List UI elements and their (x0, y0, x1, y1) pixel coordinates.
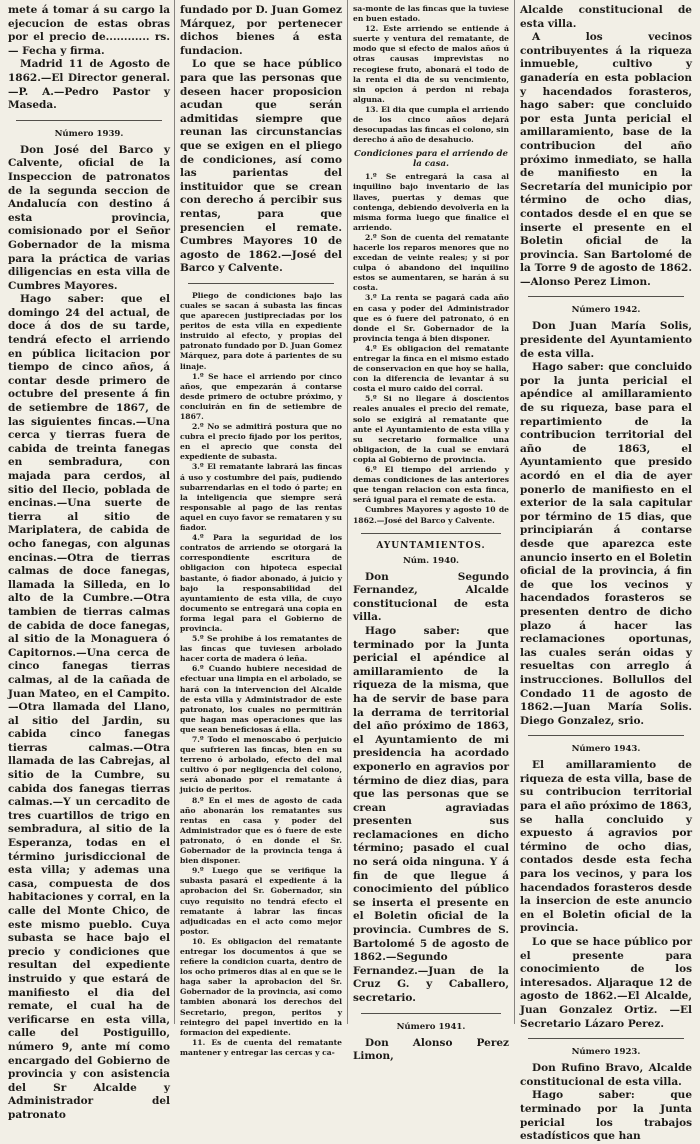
paragraph: Madrid 11 de Agosto de 1862.—El Director general.—P. A.—Pedro Pastor y Maseda. (8, 58, 170, 112)
section-heading: AYUNTAMIENTOS. (376, 540, 486, 551)
paragraph: Don Alonso Perez Limon, (353, 1036, 509, 1063)
column-3 (349, 0, 513, 1063)
notice-number: Número 1941. (396, 1021, 466, 1032)
condition-paragraph: 9.º Luego que se verifique la subasta pasará el expediente á la aprobacion del Sr. Gobernador, sin cuyo requisito no tendrá efecto el rematante á labrar las fincas adjudicadas en el acto como mejor postor. (180, 866, 342, 936)
paragraph: fundado por D. Juan Gomez Márquez, por pertenecer dichos bienes á esta fundacion. (180, 4, 342, 57)
notice-number: Número 1942. (571, 305, 641, 316)
condition-paragraph: Cumbres Mayores y agosto 10 de 1862.—José del Barco y Calvente. (353, 505, 509, 525)
notice-number: Número 1923. (571, 1047, 641, 1058)
section-rule (528, 1038, 684, 1039)
paragraph: Hago saber: que concluido por la junta pericial el apéndice al amillaramiento de su riqueza, base para el repartimiento de la contribucion territorial del año de 1863, el Ayuntamiento que presido acordó en el dia de ayer ponerlo de manifiesto en el exterior de la sala capitular por término de 15 dias, que principiarán á contarse desde que aparezca este anuncio inserto en el Boletin oficial de la provincia, á fin de que los vecinos y hacendados forasteros se presenten dentro de dicho plazo á hacer las reclamaciones oportunas, las cuales serán oidas y resueltas con arreglo á instrucciones. Bollullos del Condado 11 de agosto de 1862.—Juan María Solis. Diego Gonzalez, srio. (520, 361, 692, 727)
condition-paragraph: 11. Es de cuenta del rematante mantener y entregar las cercas y ca- (180, 1037, 342, 1057)
condition-paragraph: 8.º En el mes de agosto de cada año abonarán los rematantes sus rentas en casa y poder del Administrador que es ó fuere de este patronato, ó en donde el Sr. Gobernador de la provincia tenga á bien disponer. (180, 795, 342, 866)
notice-number: Núm. 1940. (402, 555, 460, 566)
paragraph: Lo que se hace público por el presente para conocimiento de los interesados. Aljaraque 12 de agosto de 1862.—El Alcalde, Juan Gonzalez Ortiz. —El Secretario Lázaro Perez. (520, 936, 692, 1030)
paragraph: Hago saber: que el domingo 24 del actual, de doce á dos de su tarde, tendrá efecto el arriendo en pública licitacion por tiempo de cinco años, á contar desde primero de octubre del presente á fin de setiembre de 1867, de las siguientes fincas.—Una cerca y tierras fuera de cabida de treinta fanegas en sembradura, con majada para cerdos, al sitio del Ilecio, poblada de encinas.—Una suerte de tierra al sitio de Mariplatera, de cabida de ocho fanegas, con algunas encinas.—Otra de tierras calmas de doce fanegas, llamada la Silleda, en lo alto de la Cumbre.—Otra tambien de tierras calmas de cabida de doce fanegas, al sitio de la Monaguera ó Capitornos.—Una cerca de cinco fanegas tierras calmas, al de la cañada de Juan Mateo, en el Campito.—Otra llamada del Llano, al sitio del Jardin, su cabida cinco fanegas tierras calmas.—Otra llamada de las Cabrejas, al sitio de la Cumbre, su cabida dos fanegas tierras calmas.—Y un cercadito de tres cuartillos de trigo en sembradura, al sitio de la Esperanza, todas en el término jurisdiccional de esta villa; y ademas una casa, compuesta de dos habitaciones y corral, en la calle del Monte Chico, de este mismo pueblo. Cuya subasta se hace bajo el precio y condiciones que resultan del expediente instruido y que estará de manifiesto el dia del remate, el cual ha de verificarse en esta villa, calle del Postiguillo, número 9, ante mí como encargado del Gobierno de provincia y con asistencia del Sr Alcalde y Administrador del patronato (8, 293, 170, 1121)
condition-paragraph: 1.º Se entregará la casa al inquilino bajo inventario de las llaves, puertas y demas que contenga, debiendo devolverla en la misma forma luego que finalice el arriendo. (353, 172, 509, 232)
paragraph: Don Segundo Fernandez, Alcalde constitucional de esta villa. (353, 570, 509, 624)
condition-paragraph: 13. El dia que cumpla el arriendo de los cinco años dejará desocupadas las fincas el colono, sin derecho á año de desahucio. (353, 104, 509, 145)
column-1 (4, 0, 174, 1121)
paragraph: Hago saber: que terminado por la Junta pericial el apéndice al amillaramiento de la riqueza de la misma, que ha de servir de base para la derrama de territorial del año próximo de 1863, el Ayuntamiento de mi presidencia ha acordado exponerlo en agravios por término de diez dias, para que las personas que se crean agraviadas presenten sus reclamaciones en dicho término; pasado el cual no será oida ninguna. Y á fin de que llegue á conocimiento del público se inserta el presente en el Boletin oficial de la provincia. Cumbres de S. Bartolomé 5 de agosto de 1862.—Segundo Fernandez.—Juan de la Cruz G. y Caballero, secretario. (353, 624, 509, 1004)
condition-paragraph: 6.º El tiempo del arriendo y demas condiciones de las anteriores que tengan relacion con esta finca, será igual para el remate de esta. (353, 465, 509, 505)
section-rule (16, 120, 162, 121)
paragraph: Don Juan María Solis, presidente del Ayuntamiento de esta villa. (520, 320, 692, 360)
paragraph: El amillaramiento de riqueza de esta villa, base de su contribucion territorial para el año próximo de 1863, se halla concluido y expuesto á agravios por término de ocho dias, contados desde esta fecha para los vecinos, y para los hacendados forasteros desde la insercion de este anuncio en el Boletin oficial de la provincia. (520, 759, 693, 935)
condition-paragraph: 4.º Es obligacion del rematante entregar la finca en el mismo estado de conservacion en que hoy se halla, con la diferencia de levantar á su costa el muro caido del corral. (353, 343, 509, 394)
paragraph: Don Rufino Bravo, Alcalde constitucional de esta villa. (520, 1062, 692, 1088)
condition-paragraph: 10. Es obligacion del rematante entregar los documentos á que se refiere la condicion cuarta, dentro de los ocho primeros dias al en que se le haga saber la aprobacion del Sr. Gobernador de la provincia, así como tambien abonará los derechos del Secretario, pregon, peritos y reintegro del papel invertido en la formacion del expediente. (180, 936, 342, 1037)
notice-number: Número 1939. (54, 128, 124, 139)
paragraph: A los vecinos contribuyentes á la riqueza inmueble, cultivo y ganadería en esta poblacion y hacendados forasteros, hago saber: que concluido por esta Junta pericial el amillaramiento, base de la contribucion del año próximo inmediato, se halla de manifiesto en la Secretaría del municipio por término de ocho dias, contados desde el en que se inserte el presente en el Boletin oficial de la provincia. San Bartolomé de la Torre 9 de agosto de 1862.—Alonso Perez Limon. (520, 31, 692, 288)
section-rule (361, 533, 501, 534)
section-rule (361, 1013, 501, 1014)
column-divider (514, 0, 515, 1024)
condition-paragraph: 5.º Si no llegare á doscientos reales anuales el precio del remate, solo se exigirá al rematante que ante el Ayuntamiento de esta villa y su secretario formalice una obligacion, de la cual se enviará copia al Gobierno de provincia. (353, 394, 509, 464)
paragraph: Lo que se hace público para que las personas que deseen hacer proposicion acudan que serán admitidas siempre que reunan las circunstancias que se exigen en el pliego de condiciones, así como las parientas del instituidor que se crean con derecho á percibir sus rentas, para que presencien el remate. Cumbres Mayores 10 de agosto de 1862.—José del Barco y Calvente. (180, 58, 342, 275)
section-rule (528, 735, 684, 736)
column-divider (347, 0, 348, 1024)
paragraph: Don José del Barco y Calvente, oficial de la Inspeccion de patronatos de la segunda seccion de Andalucía con destino á esta provincia, comisionado por el Señor Gobernador de la misma para la práctica de varias diligencias en esta villa de Cumbres Mayores. (8, 143, 170, 292)
subsection-heading: Condiciones para el arriendo de la casa. (353, 149, 509, 170)
condition-paragraph: Pliego de condiciones bajo las cuales se sacan á subasta las fincas que aparecen justipreciadas por los peritos de esta villa en expediente instruido al efecto, y propias del patronato fundado por D. Juan Gomez Márquez, para dote á parientes de su linaje. (180, 290, 342, 371)
section-rule (188, 283, 334, 284)
condition-paragraph: sa-monte de las fincas que la tuviese en buen estado. (353, 4, 509, 24)
paragraph: Alcalde constitucional de esta villa. (520, 4, 692, 30)
condition-paragraph: 5.º Se prohibe á los rematantes de las fincas que tuviesen arbolado hacer corta de madera ó leña. (180, 634, 342, 664)
condition-paragraph: 4.º Para la seguridad de los contratos de arriendo se otorgará la correspondiente escritura de obligacion con hipoteca especial bastante, ó fiador abonado, á juicio y bajo la responsabilidad del ayuntamiento de esta villa, de cuyo documento se entregará una copia en forma legal para el Gobierno de provincia. (180, 533, 342, 633)
section-rule (528, 296, 684, 297)
column-2 (176, 0, 346, 1057)
condition-paragraph: 6.º Cuando hubiere necesidad de efectuar una limpia en el arbolado, se hará con la intervencion del Alcalde de esta villa y Administrador de este patronato, los cuales no permitirán que hagan mas operaciones que las que sean beneficiosas á ella. (180, 664, 342, 734)
condition-paragraph: 7.º Todo el menoscabo ó perjuicio que sufrieren las fincas, bien en su terreno ó arbolado, efecto del mal cultivo ó por negligencia del colono, será abonado por el rematante á juicio de peritos. (180, 735, 342, 795)
condition-paragraph: 12. Este arriendo se entiende á suerte y ventura del rematante, de modo que si efecto de malos años ú otras causas imprevistas no recogiese fruto, abonará el todo de la renta el dia de su vencimiento, sin opcion á perdon ni rebaja alguna. (353, 24, 509, 104)
column-divider (174, 0, 175, 1024)
condition-paragraph: 1.º Se hace el arriendo por cinco años, que empezarán á contarse desde primero de octubre próximo, y concluirán en fin de setiembre de 1867. (180, 371, 342, 421)
condition-paragraph: 2.º No se admitirá postura que no cubra el precio fijado por los peritos, en el aprecio que consta del expediente de subasta. (180, 422, 342, 462)
column-4 (516, 0, 696, 1143)
notice-number: Número 1943. (571, 744, 641, 755)
condition-paragraph: 3.º La renta se pagará cada año en casa y poder del Administrador que es ó fuere del patronato, ó en donde el Sr. Gobernador de la provincia tenga á bien disponer. (353, 293, 509, 343)
paragraph: Hago saber: que terminado por la Junta pericial los trabajos estadísticos que han (520, 1089, 692, 1143)
condition-paragraph: 2.º Son de cuenta del rematante hacerle los reparos menores que no excedan de veinte reales; y si por culpa ó abandono del inquilino estos se aumentaren, se harán á su costa. (353, 232, 509, 293)
condition-paragraph: 3.º El rematante labrará las fincas á uso y costumbre del país, pudiendo subarrendarlas en el todo ó parte; en la inteligencia que siempre será responsable al pago de las rentas aquel en cuyo favor se remataren y su fiador. (180, 462, 342, 533)
paragraph: mete á tomar á su cargo la ejecucion de estas obras por el precio de............ rs.— Fecha y firma. (8, 4, 170, 57)
